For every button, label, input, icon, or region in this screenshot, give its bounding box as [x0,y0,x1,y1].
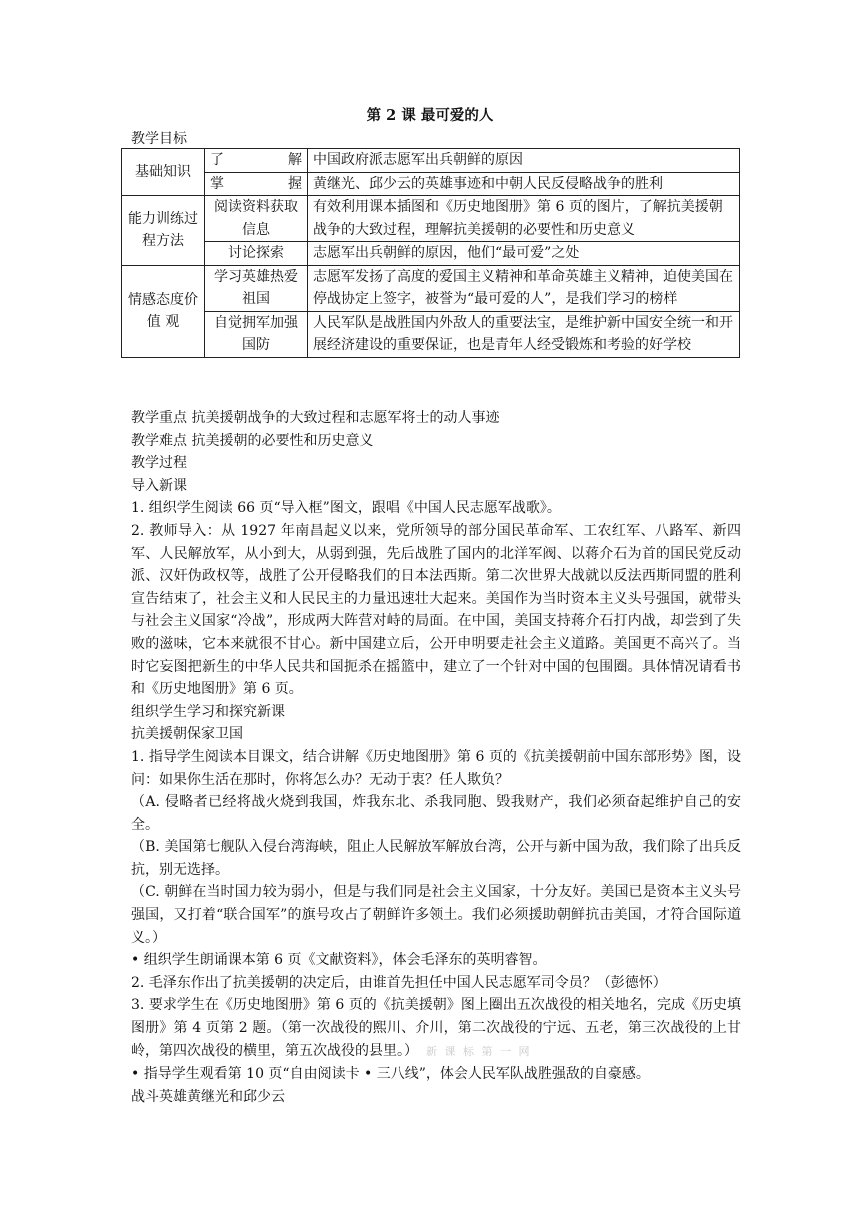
item-cell: 自觉拥军加强国防 [205,311,308,357]
section-label: 教学目标 [131,131,187,147]
objectives-table [121,148,740,358]
table-row [122,149,740,173]
table-row [122,172,740,196]
process-heading: 教学过程 [131,455,187,472]
lesson-title: 第 2 课 最可爱的人 [366,107,494,124]
content-cell: 人民军队是战胜国内外敌人的重要法宝，是维护新中国安全统一和开展经济建设的重要保证，也是青年人经受锻炼和考验的好学校 [308,311,740,357]
table-row [122,265,740,311]
table-row [122,196,740,242]
sub-heading: 抗美援朝保家卫国 [131,726,243,743]
study-heading: 组织学生学习和探究新课 [131,703,285,720]
paragraph: 1. 指导学生阅读本目课文，结合讲解《历史地图册》第 6 页的《抗美援朝前中国东部形势》图，设问：如果你生活在那时，你将怎么办？无动于衷？任人欺负？ [131,748,741,788]
content-cell: 黄继光、邱少云的英雄事迹和中朝人民反侵略战争的胜利 [308,172,740,196]
key-points: 教学重点 抗美援朝战争的大致过程和志愿军将士的动人事迹 [131,410,500,426]
content-cell: 有效利用课本插图和《历史地图册》第 6 页的图片，了解抗美援朝战争的大致过程，理解抗美援朝的必要性和历史意义 [308,196,740,242]
item-cell: 阅读资料获取信息 [205,196,308,242]
watermark: 新 课 标 第 一 网 [426,1044,532,1058]
table-row [122,311,740,357]
category-cell: 情感态度价 值 观 [122,265,205,357]
bullet-item: • 组织学生朗诵课本第 6 页《文献资料》，体会毛泽东的英明睿智。 [131,952,547,969]
paragraph: （C. 朝鲜在当时国力较为弱小，但是与我们同是社会主义国家，十分友好。美国已是资本主义头号强国，又打着“联合国军”的旗号攻占了朝鲜许多领土。我们必须援助朝鲜抗击美国，才符合国际道义。） [131,884,741,946]
difficult-points: 教学难点 抗美援朝的必要性和历史意义 [131,432,374,449]
category-cell: 能力训练过程方法 [122,196,205,266]
bullet-item: • 指导学生观看第 10 页“自由阅读卡 • 三八线”，体会人民军队战胜强敌的自豪感。 [131,1066,650,1083]
paragraph: （B. 美国第七舰队入侵台湾海峡，阻止人民解放军解放台湾，公开与新中国为敌，我们除了出兵反抗，别无选择。 [131,839,741,878]
paragraph: 2. 毛泽东作出了抗美援朝的决定后，由谁首先担任中国人民志愿军司令员？（彭德怀） [131,974,667,991]
intro-heading: 导入新课 [131,477,187,494]
sub-heading: 战斗英雄黄继光和邱少云 [131,1088,285,1105]
item-cell: 了解 [205,149,308,173]
content-cell: 中国政府派志愿军出兵朝鲜的原因 [308,149,740,173]
paragraph: 1. 组织学生阅读 66 页“导入框”图文，跟唱《中国人民志愿军战歌》。 [131,500,561,517]
content-cell: 志愿军发扬了高度的爱国主义精神和革命英雄主义精神，迫使美国在停战协定上签字，被誉为“最可爱的人”，是我们学习的榜样 [308,265,740,311]
table-row [122,242,740,266]
content-cell: 志愿军出兵朝鲜的原因，他们“最可爱”之处 [308,242,740,266]
paragraph: （A. 侵略者已经将战火烧到我国，炸我东北、杀我同胞、毁我财产，我们必须奋起维护自己的安全。 [131,794,741,833]
item-cell: 学习英雄热爱祖国 [205,265,308,311]
item-cell: 掌握 [205,172,308,196]
paragraph [131,994,741,1063]
paragraph-text: 3. 要求学生在《历史地图册》第 6 页的《抗美援朝》图上圈出五次战役的相关地名，完成《历史填图册》第 4 页第 2 题。（第一次战役的熙川、介川，第二次战役的宁远、五老，第三次战役的上甘岭，第四次战役的横里，第五次战役的县里。） [131,997,741,1059]
lesson-body [131,407,741,1108]
item-cell: 讨论探索 [205,242,308,266]
category-cell: 基础知识 [122,149,205,196]
paragraph: 2. 教师导入：从 1927 年南昌起义以来，党所领导的部分国民革命军、工农红军、八路军、新四军、人民解放军，从小到大，从弱到强，先后战胜了国内的北洋军阀、以蒋介石为首的国民党反动派、汉奸伪政权等，战胜了公开侵略我们的日本法西斯。第二次世界大战就以反法西斯同盟的胜利宣告结束了，社会主义和人民民主的力量迅速壮大起来。美国作为当时资本主义头号强国，就带头与社会主义国家“冷战”，形成两大阵营对峙的局面。在中国，美国支持蒋介石打内战，却尝到了失败的滋味，它本来就很不甘心。新中国建立后，公开申明要走社会主义道路。美国更不高兴了。当时它妄图把新生的中华人民共和国扼杀在摇篮中，建立了一个针对中国的包围圈。具体情况请看书和《历史地图册》第 6 页。 [131,522,741,698]
